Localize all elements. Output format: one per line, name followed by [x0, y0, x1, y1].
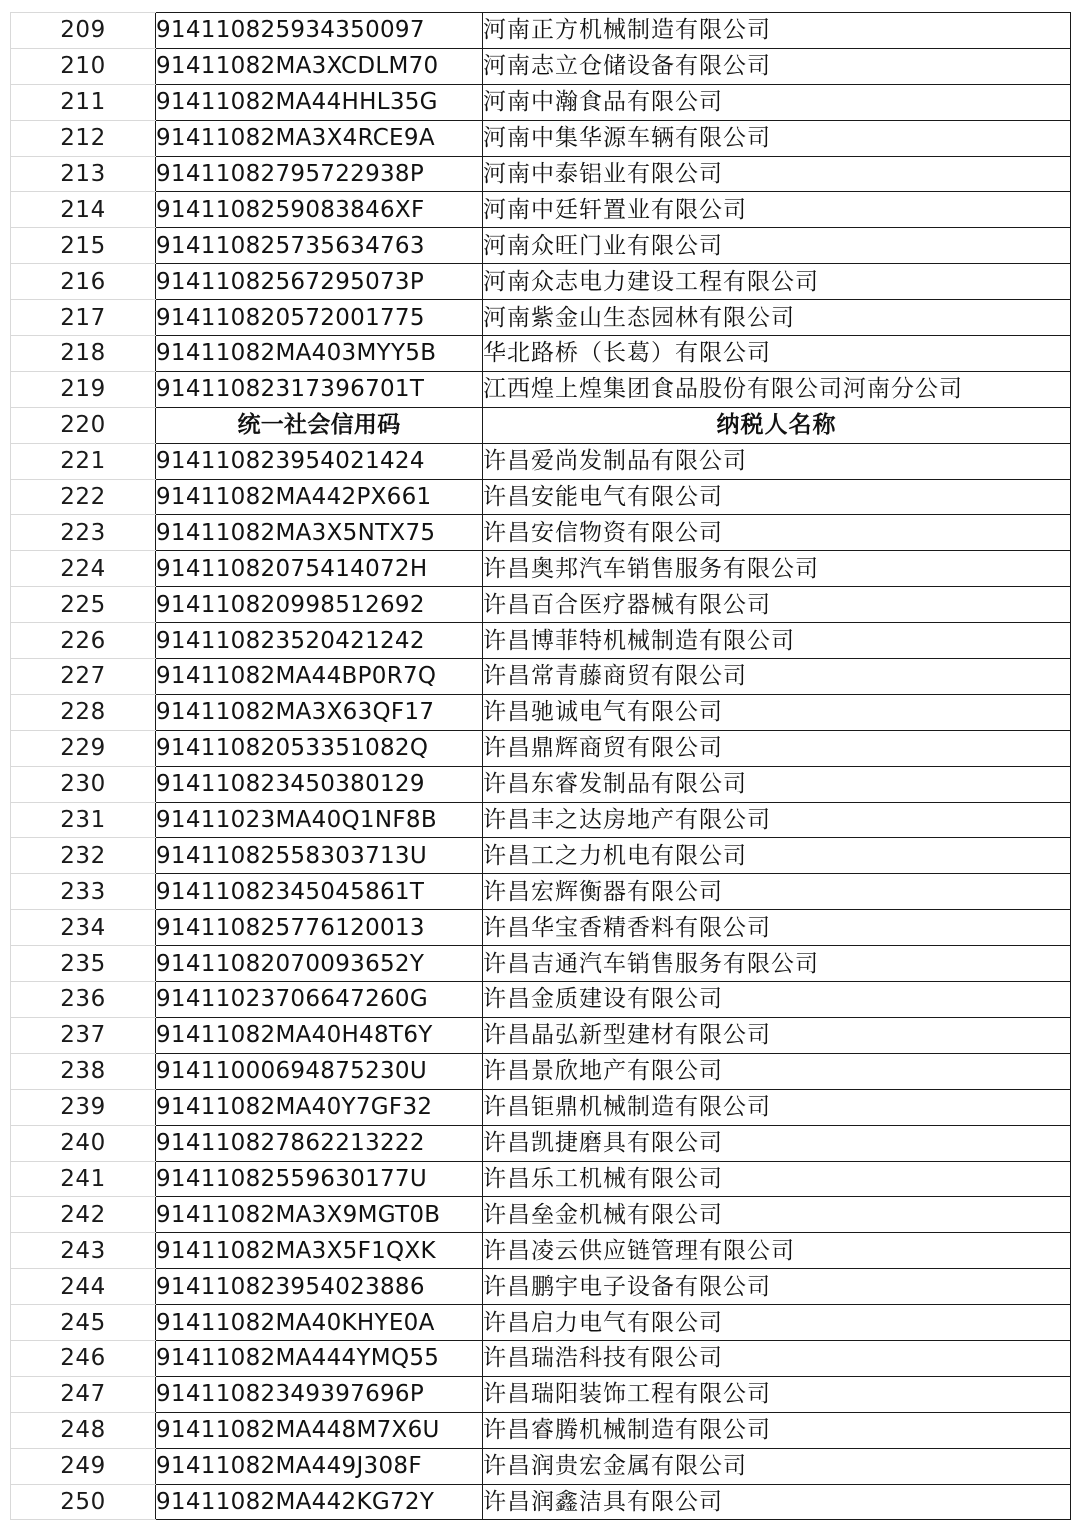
row-number-cell[interactable]: 210	[11, 48, 156, 84]
row-number-cell[interactable]: 224	[11, 551, 156, 587]
taxpayer-name-cell[interactable]: 许昌晶弘新型建材有限公司	[483, 1017, 1071, 1053]
taxpayer-name-cell[interactable]: 许昌鼎辉商贸有限公司	[483, 730, 1071, 766]
credit-code-cell[interactable]: 914110823450380129	[156, 766, 483, 802]
credit-code-cell[interactable]: 91411082MA40KHYE0A	[156, 1305, 483, 1341]
taxpayer-name-cell[interactable]: 河南中廷轩置业有限公司	[483, 192, 1071, 228]
taxpayer-name-cell[interactable]: 河南紫金山生态园林有限公司	[483, 300, 1071, 336]
credit-code-cell[interactable]: 91411082MA449J308F	[156, 1448, 483, 1484]
table-row	[11, 730, 1071, 766]
credit-code-cell[interactable]: 91411082349397696P	[156, 1376, 483, 1412]
row-number-cell[interactable]: 227	[11, 659, 156, 695]
credit-code-cell[interactable]: 914110827862213222	[156, 1125, 483, 1161]
row-number-cell[interactable]: 238	[11, 1053, 156, 1089]
table-row	[11, 766, 1071, 802]
table-row	[11, 1412, 1071, 1448]
credit-code-cell[interactable]: 9141108259083846XF	[156, 192, 483, 228]
row-number-cell[interactable]: 216	[11, 264, 156, 300]
credit-code-cell[interactable]: 91411082MA3X5NTX75	[156, 515, 483, 551]
spreadsheet-sheet	[10, 12, 1070, 1520]
table-row	[11, 1161, 1071, 1197]
taxpayer-name-cell[interactable]: 河南众旺门业有限公司	[483, 228, 1071, 264]
row-number-cell[interactable]: 211	[11, 84, 156, 120]
credit-code-cell[interactable]: 914110820572001775	[156, 300, 483, 336]
row-number-cell[interactable]: 220	[11, 407, 156, 443]
credit-code-cell[interactable]: 914110825735634763	[156, 228, 483, 264]
header-credit-code[interactable]: 统一社会信用码	[156, 407, 483, 443]
taxpayer-name-cell[interactable]: 许昌博菲特机械制造有限公司	[483, 623, 1071, 659]
credit-code-cell[interactable]: 91411082MA3XCDLM70	[156, 48, 483, 84]
credit-code-cell[interactable]: 91411000694875230U	[156, 1053, 483, 1089]
row-number-cell[interactable]: 231	[11, 802, 156, 838]
table-row	[11, 838, 1071, 874]
credit-code-cell[interactable]: 914110820998512692	[156, 587, 483, 623]
credit-code-cell[interactable]: 914110823954021424	[156, 443, 483, 479]
row-number-cell[interactable]: 230	[11, 766, 156, 802]
taxpayer-name-cell[interactable]: 许昌金质建设有限公司	[483, 982, 1071, 1018]
taxpayer-name-cell[interactable]: 许昌吉通汽车销售服务有限公司	[483, 946, 1071, 982]
taxpayer-name-cell[interactable]: 许昌丰之达房地产有限公司	[483, 802, 1071, 838]
credit-code-cell[interactable]: 91411082053351082Q	[156, 730, 483, 766]
table-header-row	[11, 407, 1071, 443]
table-row	[11, 443, 1071, 479]
header-taxpayer-name[interactable]: 纳税人名称	[483, 407, 1071, 443]
taxpayer-name-cell[interactable]: 许昌东睿发制品有限公司	[483, 766, 1071, 802]
row-number-cell[interactable]: 213	[11, 156, 156, 192]
row-number-cell[interactable]: 226	[11, 623, 156, 659]
table-row	[11, 551, 1071, 587]
credit-code-cell[interactable]: 91411082795722938P	[156, 156, 483, 192]
credit-code-cell[interactable]: 91411082MA403MYY5B	[156, 336, 483, 372]
taxpayer-name-cell[interactable]: 许昌钜鼎机械制造有限公司	[483, 1089, 1071, 1125]
taxpayer-name-cell[interactable]: 许昌瑞浩科技有限公司	[483, 1340, 1071, 1376]
table-row	[11, 802, 1071, 838]
table-row	[11, 120, 1071, 156]
table-row	[11, 946, 1071, 982]
row-number-cell[interactable]: 247	[11, 1376, 156, 1412]
table-row	[11, 910, 1071, 946]
credit-code-cell[interactable]: 91411023MA40Q1NF8B	[156, 802, 483, 838]
credit-code-cell[interactable]: 91411082MA44HHL35G	[156, 84, 483, 120]
row-number-cell[interactable]: 232	[11, 838, 156, 874]
row-number-cell[interactable]: 241	[11, 1161, 156, 1197]
taxpayer-name-cell[interactable]: 许昌常青藤商贸有限公司	[483, 659, 1071, 695]
table-row	[11, 982, 1071, 1018]
credit-code-cell[interactable]: 91411082MA3X9MGT0B	[156, 1197, 483, 1233]
row-number-cell[interactable]: 214	[11, 192, 156, 228]
taxpayer-table	[10, 12, 1071, 1520]
taxpayer-name-cell[interactable]: 许昌启力电气有限公司	[483, 1305, 1071, 1341]
table-row	[11, 1197, 1071, 1233]
taxpayer-name-cell[interactable]: 许昌乐工机械有限公司	[483, 1161, 1071, 1197]
taxpayer-name-cell[interactable]: 许昌驰诚电气有限公司	[483, 694, 1071, 730]
row-number-cell[interactable]: 219	[11, 371, 156, 407]
table-row	[11, 84, 1071, 120]
credit-code-cell[interactable]: 91411082MA442PX661	[156, 479, 483, 515]
taxpayer-name-cell[interactable]: 许昌睿腾机械制造有限公司	[483, 1412, 1071, 1448]
taxpayer-name-cell[interactable]: 许昌华宝香精香料有限公司	[483, 910, 1071, 946]
row-number-cell[interactable]: 250	[11, 1484, 156, 1520]
taxpayer-name-cell[interactable]: 许昌安信物资有限公司	[483, 515, 1071, 551]
credit-code-cell[interactable]: 91411082MA442KG72Y	[156, 1484, 483, 1520]
row-number-cell[interactable]: 237	[11, 1017, 156, 1053]
credit-code-cell[interactable]: 91411082MA3X5F1QXK	[156, 1233, 483, 1269]
table-row	[11, 48, 1071, 84]
row-number-cell[interactable]: 221	[11, 443, 156, 479]
credit-code-cell[interactable]: 91411082MA3X4RCE9A	[156, 120, 483, 156]
table-row	[11, 1269, 1071, 1305]
table-row	[11, 192, 1071, 228]
row-number-cell[interactable]: 240	[11, 1125, 156, 1161]
row-number-cell[interactable]: 234	[11, 910, 156, 946]
table-row	[11, 264, 1071, 300]
taxpayer-name-cell[interactable]: 许昌瑞阳装饰工程有限公司	[483, 1376, 1071, 1412]
table-row	[11, 587, 1071, 623]
table-row	[11, 1017, 1071, 1053]
table-row	[11, 300, 1071, 336]
taxpayer-name-cell[interactable]: 江西煌上煌集团食品股份有限公司河南分公司	[483, 371, 1071, 407]
table-row	[11, 1448, 1071, 1484]
table-row	[11, 1125, 1071, 1161]
row-number-cell[interactable]: 212	[11, 120, 156, 156]
row-number-cell[interactable]: 218	[11, 336, 156, 372]
row-number-cell[interactable]: 245	[11, 1305, 156, 1341]
taxpayer-name-cell[interactable]: 许昌凌云供应链管理有限公司	[483, 1233, 1071, 1269]
credit-code-cell[interactable]: 914110825776120013	[156, 910, 483, 946]
table-row	[11, 659, 1071, 695]
taxpayer-name-cell[interactable]: 河南众志电力建设工程有限公司	[483, 264, 1071, 300]
table-row	[11, 13, 1071, 49]
table-row	[11, 1305, 1071, 1341]
taxpayer-name-cell[interactable]: 许昌爱尚发制品有限公司	[483, 443, 1071, 479]
row-number-cell[interactable]: 235	[11, 946, 156, 982]
credit-code-cell[interactable]: 91411082MA40H48T6Y	[156, 1017, 483, 1053]
credit-code-cell[interactable]: 91411023706647260G	[156, 982, 483, 1018]
taxpayer-name-cell[interactable]: 许昌安能电气有限公司	[483, 479, 1071, 515]
credit-code-cell[interactable]: 91411082345045861T	[156, 874, 483, 910]
table-row	[11, 479, 1071, 515]
credit-code-cell[interactable]: 91411082MA444YMQ55	[156, 1340, 483, 1376]
credit-code-cell[interactable]: 91411082567295073P	[156, 264, 483, 300]
taxpayer-name-cell[interactable]: 许昌工之力机电有限公司	[483, 838, 1071, 874]
row-number-cell[interactable]: 222	[11, 479, 156, 515]
credit-code-cell[interactable]: 91411082070093652Y	[156, 946, 483, 982]
row-number-cell[interactable]: 215	[11, 228, 156, 264]
row-number-cell[interactable]: 236	[11, 982, 156, 1018]
table-row	[11, 1089, 1071, 1125]
credit-code-cell[interactable]: 91411082317396701T	[156, 371, 483, 407]
row-number-cell[interactable]: 229	[11, 730, 156, 766]
credit-code-cell[interactable]: 91411082MA3X63QF17	[156, 694, 483, 730]
taxpayer-name-cell[interactable]: 河南正方机械制造有限公司	[483, 13, 1071, 49]
row-number-cell[interactable]: 228	[11, 694, 156, 730]
row-number-cell[interactable]: 248	[11, 1412, 156, 1448]
taxpayer-name-cell[interactable]: 河南志立仓储设备有限公司	[483, 48, 1071, 84]
taxpayer-name-cell[interactable]: 许昌垒金机械有限公司	[483, 1197, 1071, 1233]
table-row	[11, 371, 1071, 407]
table-row	[11, 1340, 1071, 1376]
row-number-cell[interactable]: 244	[11, 1269, 156, 1305]
taxpayer-name-cell[interactable]: 许昌宏辉衡器有限公司	[483, 874, 1071, 910]
taxpayer-name-cell[interactable]: 河南中泰铝业有限公司	[483, 156, 1071, 192]
table-row	[11, 336, 1071, 372]
credit-code-cell[interactable]: 91411082MA40Y7GF32	[156, 1089, 483, 1125]
row-number-cell[interactable]: 243	[11, 1233, 156, 1269]
table-row	[11, 156, 1071, 192]
table-body	[11, 13, 1071, 1520]
taxpayer-name-cell[interactable]: 河南中集华源车辆有限公司	[483, 120, 1071, 156]
row-number-cell[interactable]: 239	[11, 1089, 156, 1125]
table-row	[11, 623, 1071, 659]
row-number-cell[interactable]: 209	[11, 13, 156, 49]
table-row	[11, 515, 1071, 551]
row-number-cell[interactable]: 217	[11, 300, 156, 336]
credit-code-cell[interactable]: 91411082MA44BP0R7Q	[156, 659, 483, 695]
taxpayer-name-cell[interactable]: 许昌润贵宏金属有限公司	[483, 1448, 1071, 1484]
taxpayer-name-cell[interactable]: 许昌百合医疗器械有限公司	[483, 587, 1071, 623]
table-row	[11, 1484, 1071, 1520]
row-number-cell[interactable]: 249	[11, 1448, 156, 1484]
taxpayer-name-cell[interactable]: 华北路桥（长葛）有限公司	[483, 336, 1071, 372]
taxpayer-name-cell[interactable]: 许昌润鑫洁具有限公司	[483, 1484, 1071, 1520]
table-row	[11, 1233, 1071, 1269]
table-row	[11, 874, 1071, 910]
table-row	[11, 1376, 1071, 1412]
taxpayer-name-cell[interactable]: 河南中瀚食品有限公司	[483, 84, 1071, 120]
taxpayer-name-cell[interactable]: 许昌景欣地产有限公司	[483, 1053, 1071, 1089]
row-number-cell[interactable]: 246	[11, 1340, 156, 1376]
row-number-cell[interactable]: 233	[11, 874, 156, 910]
table-row	[11, 694, 1071, 730]
table-row	[11, 228, 1071, 264]
credit-code-cell[interactable]: 91411082MA448M7X6U	[156, 1412, 483, 1448]
taxpayer-name-cell[interactable]: 许昌凯捷磨具有限公司	[483, 1125, 1071, 1161]
taxpayer-name-cell[interactable]: 许昌鹏宇电子设备有限公司	[483, 1269, 1071, 1305]
credit-code-cell[interactable]: 914110823954023886	[156, 1269, 483, 1305]
row-number-cell[interactable]: 242	[11, 1197, 156, 1233]
taxpayer-name-cell[interactable]: 许昌奥邦汽车销售服务有限公司	[483, 551, 1071, 587]
credit-code-cell[interactable]: 91411082558303713U	[156, 838, 483, 874]
table-row	[11, 1053, 1071, 1089]
credit-code-cell[interactable]: 914110825934350097	[156, 13, 483, 49]
row-number-cell[interactable]: 225	[11, 587, 156, 623]
credit-code-cell[interactable]: 914110823520421242	[156, 623, 483, 659]
credit-code-cell[interactable]: 91411082559630177U	[156, 1161, 483, 1197]
credit-code-cell[interactable]: 91411082075414072H	[156, 551, 483, 587]
row-number-cell[interactable]: 223	[11, 515, 156, 551]
